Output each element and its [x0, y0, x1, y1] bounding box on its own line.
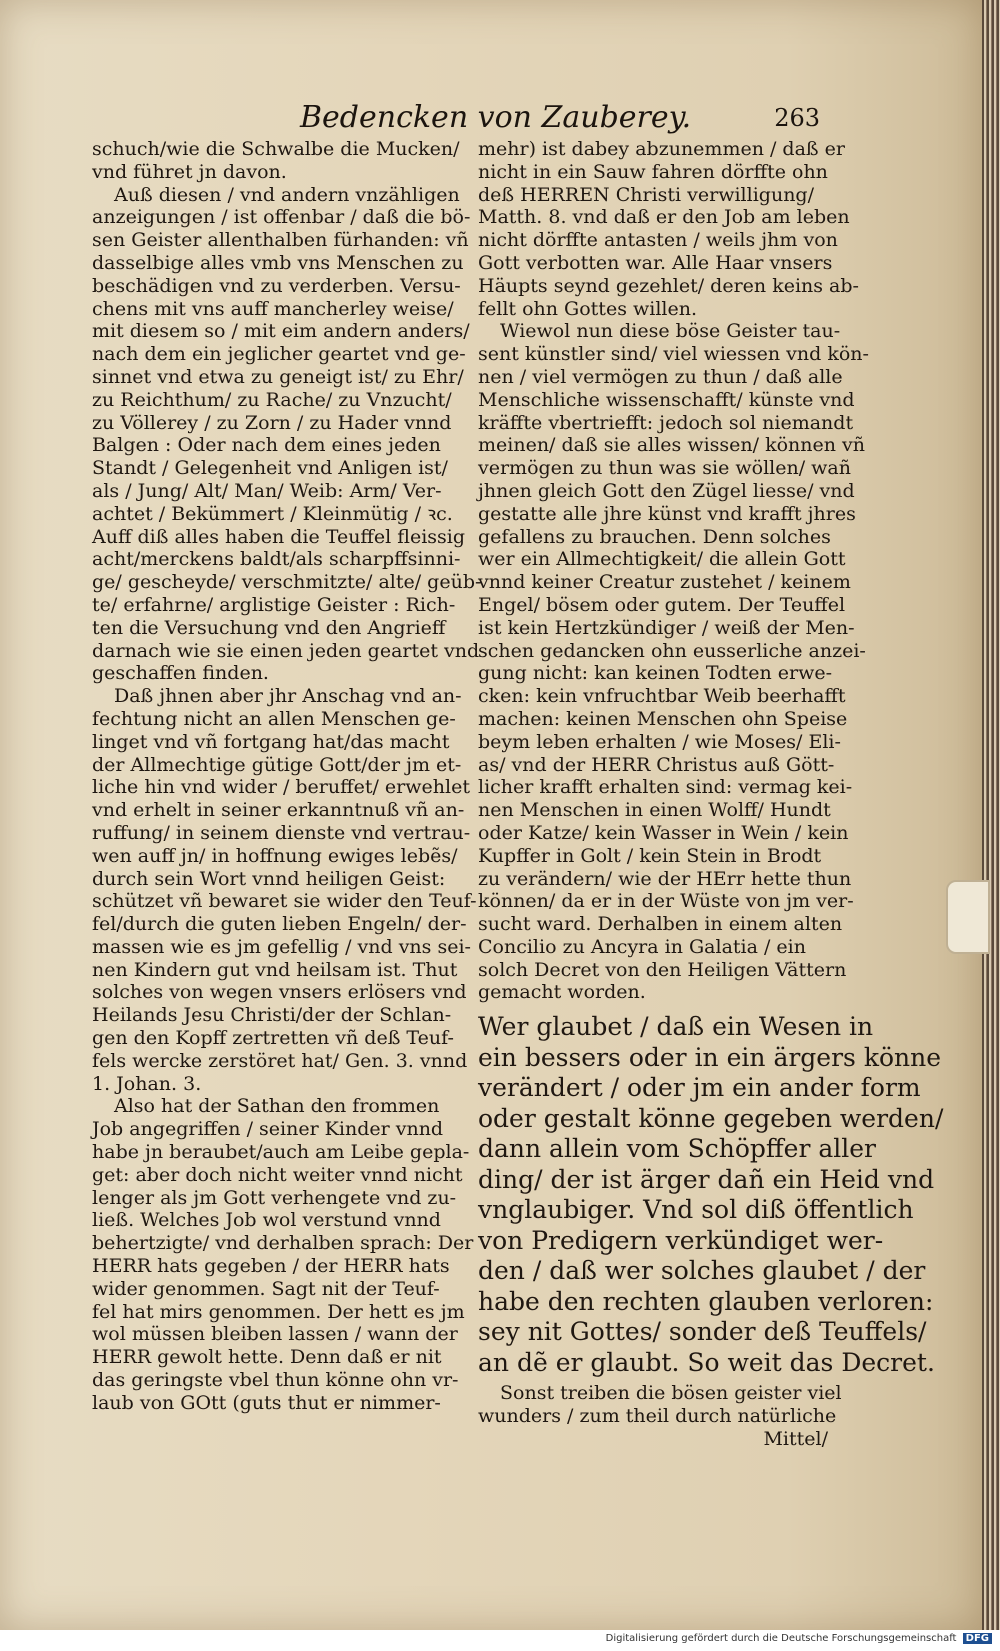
running-head	[300, 100, 860, 140]
text-line: habe jn beraubet/auch am Leibe gepla-	[92, 1141, 470, 1164]
text-line: massen wie es jm gefellig / vnd vns sei-	[92, 935, 471, 958]
text-line: as/ vnd der HERR Christus auß Gött-	[478, 753, 835, 776]
text-line: jhnen gleich Gott den Zügel liesse/ vnd	[478, 479, 855, 502]
text-line: zu Völlerey / zu Zorn / zu Hader vnnd	[92, 411, 452, 434]
text-line: beym leben erhalten / wie Moses/ Eli-	[478, 730, 841, 753]
text-line: Job angegriffen / seiner Kinder vnnd	[92, 1118, 444, 1141]
text-line: können/ da er in der Wüste von jm ver-	[478, 890, 854, 913]
text-line: 1. Johan. 3.	[92, 1072, 202, 1095]
decree-block	[478, 1012, 944, 1378]
text-line: als / Jung/ Alt/ Man/ Weib: Arm/ Ver-	[92, 479, 442, 502]
text-line: sucht ward. Derhalben in einem alten	[478, 913, 843, 936]
text-line: nach dem ein jeglicher geartet vnd ge-	[92, 343, 466, 366]
text-line: gemacht worden.	[478, 981, 646, 1004]
text-line: beschädigen vnd zu verderben. Versu-	[92, 274, 461, 297]
running-head-title: Bedencken von Zauberey.	[300, 100, 692, 135]
text-line: ding/ der ist ärger dañ ein Heid vnd	[478, 1164, 935, 1194]
text-line: vnd führet jn davon.	[92, 160, 287, 183]
text-line: wen auff jn/ in hoffnung ewiges lebẽs/	[92, 844, 458, 867]
text-line: sent künstler sind/ viel wiessen vnd kön-	[478, 343, 869, 366]
text-line: Balgen : Oder nach dem eines jeden	[92, 434, 441, 457]
text-line: dann allein vom Schöpffer aller	[478, 1134, 876, 1164]
text-line: Gott verbotten war. Alle Haar vnsers	[478, 251, 833, 274]
text-line: dasselbige alles vmb vns Menschen zu	[92, 251, 464, 274]
text-line: von Predigern verkündiget wer-	[478, 1225, 884, 1255]
text-line: ließ. Welches Job wol verstund vnnd	[92, 1209, 441, 1232]
text-line: linget vnd vñ fortgang hat/das macht	[92, 730, 450, 753]
page-number: 263	[774, 104, 820, 132]
text-line: fel/durch die guten lieben Engeln/ der-	[92, 913, 467, 936]
text-line: Auß diesen / vnd andern vnzähligen	[114, 183, 460, 206]
text-line: Sonst treiben die bösen geister viel	[500, 1382, 842, 1405]
text-line: achtet / Bekümmert / Kleinmütig / ꝛc.	[92, 502, 453, 525]
text-line: gefallens zu brauchen. Denn solches	[478, 525, 831, 548]
text-line: te/ erfahrne/ arglistige Geister : Rich-	[92, 593, 456, 616]
text-line: schuch/wie die Schwalbe die Mucken/	[92, 138, 460, 160]
credit-text: Digitalisierung gefördert durch die Deutsche Forschungsgemeinschaft	[605, 1633, 957, 1644]
text-line: laub von GOtt (guts thut er nimmer-	[92, 1391, 441, 1414]
text-line: anzeigungen / ist offenbar / daß die bö-	[92, 206, 471, 229]
text-line: oder gestalt könne gegeben werden/	[478, 1103, 944, 1133]
text-line: an dẽ er glaubt. So weit das Decret.	[478, 1347, 935, 1377]
text-line: sinnet vnd etwa zu geneigt ist/ zu Ehr/	[92, 365, 464, 388]
digitization-credit	[606, 1633, 992, 1644]
text-line: Wiewol nun diese böse Geister tau-	[500, 320, 841, 343]
text-line: nen Menschen in einen Wolff/ Hundt	[478, 799, 831, 822]
text-line: mit diesem so / mit eim andern anders/	[92, 320, 470, 343]
text-line: nicht in ein Sauw fahren dörffte ohn	[478, 160, 828, 183]
text-line: den / daß wer solches glaubet / der	[478, 1256, 926, 1286]
text-line: Heilands Jesu Christi/der der Schlan-	[92, 1004, 452, 1027]
text-line: ist kein Hertzkündiger / weiß der Men-	[478, 616, 855, 639]
text-line: kräffte vbertriefft: jedoch sol niemandt	[478, 411, 854, 434]
text-line: Auff diß alles haben die Teuffel fleissig	[92, 525, 466, 548]
right-column	[478, 138, 944, 1451]
text-line: vnd erhelt in seiner erkanntnuß vñ an-	[92, 799, 465, 822]
text-line: schützet vñ bewaret sie wider den Teuf-	[92, 890, 477, 913]
text-line: nen / viel vermögen zu thun / daß alle	[478, 365, 843, 388]
text-line: Standt / Gelegenheit vnd Anligen ist/	[92, 457, 448, 480]
text-line: fellt ohn Gottes willen.	[478, 297, 697, 320]
text-line: gestatte alle jhre künst vnd krafft jhres	[478, 502, 856, 525]
text-line: zu Reichthum/ zu Rache/ zu Vnzucht/	[92, 388, 452, 411]
text-line: licher krafft erhalten sind: vermag kei-	[478, 776, 853, 799]
text-line: lenger als jm Gott verhengete vnd zu-	[92, 1186, 457, 1209]
text-line: ten die Versuchung vnd den Angrieff	[92, 616, 446, 639]
text-line: zu verändern/ wie der HErr hette thun	[478, 867, 852, 890]
text-line: habe den rechten glauben verloren:	[478, 1286, 934, 1316]
text-line: ein bessers oder in ein ärgers könne	[478, 1042, 942, 1072]
text-line: cken: kein vnfruchtbar Weib beerhafft	[478, 685, 846, 708]
text-line: vnglaubiger. Vnd sol diß öffentlich	[478, 1195, 914, 1225]
text-line: der Allmechtige gütige Gott/der jm et-	[92, 753, 462, 776]
text-line: sey nit Gottes/ sonder deß Teuffels/	[478, 1317, 927, 1347]
text-line: wol müssen bleiben lassen / wann der	[92, 1323, 458, 1346]
text-line: liche hin vnd wider / beruffet/ erwehlet	[92, 776, 470, 799]
text-line: schen gedancken ohn eusserliche anzei-	[478, 639, 866, 662]
text-line: Engel/ bösem oder gutem. Der Teuffel	[478, 593, 846, 616]
text-line: ge/ gescheyde/ verschmitzte/ alte/ geüb-	[92, 571, 482, 594]
text-line: nen Kindern gut vnd heilsam ist. Thut	[92, 958, 458, 981]
text-line: Wer glaubet / daß ein Wesen in	[478, 1012, 874, 1042]
text-line: acht/merckens baldt/als scharpffsinni-	[92, 548, 461, 571]
text-line: solches von wegen vnsers erlösers vnd	[92, 981, 467, 1004]
text-line: Concilio zu Ancyra in Galatia / ein	[478, 935, 806, 958]
text-line: vnnd keiner Creatur zustehet / keinem	[478, 571, 851, 594]
text-line: machen: keinen Menschen ohn Speise	[478, 707, 848, 730]
text-line: vermögen zu thun was sie wöllen/ wañ	[478, 457, 851, 480]
page-fore-edge	[982, 0, 1000, 1630]
text-line: nicht dörffte antasten / weils jhm von	[478, 229, 838, 252]
text-line: oder Katze/ kein Wasser in Wein / kein	[478, 821, 849, 844]
text-line: gen den Kopff zertretten vñ deß Teuf-	[92, 1027, 454, 1050]
closing-paragraph	[478, 1382, 842, 1428]
text-line: Daß jhnen aber jhr Anschag vnd an-	[114, 685, 462, 708]
text-line: Menschliche wissenschafft/ künste vnd	[478, 388, 855, 411]
text-line: Kupffer in Golt / kein Stein in Brodt	[478, 844, 822, 867]
text-line: fel hat mirs genommen. Der hett es jm	[92, 1300, 465, 1323]
text-line: mehr) ist dabey abzunemmen / daß er	[478, 138, 845, 160]
text-line: wer ein Allmechtigkeit/ die allein Gott	[478, 548, 846, 571]
text-line: gung nicht: kan keinen Todten erwe-	[478, 662, 833, 685]
text-line: Also hat der Sathan den frommen	[114, 1095, 440, 1118]
text-line: Matth. 8. vnd daß er den Job am leben	[478, 206, 850, 229]
text-line: sen Geister allenthalben fürhanden: vñ	[92, 229, 469, 252]
text-line: darnach wie sie einen jeden geartet vnd	[92, 639, 480, 662]
left-column	[92, 138, 482, 1415]
text-line: fechtung nicht an allen Menschen ge-	[92, 707, 456, 730]
text-line: fels wercke zerstöret hat/ Gen. 3. vnnd	[92, 1049, 468, 1072]
text-line: HERR hats gegeben / der HERR hats	[92, 1255, 450, 1278]
text-line: solch Decret von den Heiligen Vättern	[478, 958, 847, 981]
text-line: behertzigte/ vnd derhalben sprach: Der	[92, 1232, 474, 1255]
text-line: get: aber doch nicht weiter vnnd nicht	[92, 1163, 463, 1186]
page-tab-marker	[946, 880, 990, 954]
text-line: das geringste vbel thun könne ohn vr-	[92, 1369, 459, 1392]
catchword: Mittel/	[763, 1427, 828, 1450]
right-column-body	[478, 138, 869, 1004]
text-line: deß HERREN Christi verwilligung/	[478, 183, 814, 206]
text-line: meinen/ daß sie alles wissen/ können vñ	[478, 434, 866, 457]
text-line: Häupts seynd gezehlet/ deren keins ab-	[478, 274, 859, 297]
text-line: HERR gewolt hette. Denn daß er nit	[92, 1346, 442, 1369]
text-line: ruffung/ in seinem dienste vnd vertrau-	[92, 821, 471, 844]
dfg-badge: DFG	[963, 1633, 992, 1644]
text-line: verändert / oder jm ein ander form	[478, 1073, 921, 1103]
text-line: wunders / zum theil durch natürliche	[478, 1405, 837, 1428]
text-line: chens mit vns auff mancherley weise/	[92, 297, 454, 320]
text-line: geschaffen finden.	[92, 662, 269, 685]
text-line: wider genommen. Sagt nit der Teuf-	[92, 1277, 440, 1300]
text-line: durch sein Wort vnnd heiligen Geist:	[92, 867, 446, 890]
